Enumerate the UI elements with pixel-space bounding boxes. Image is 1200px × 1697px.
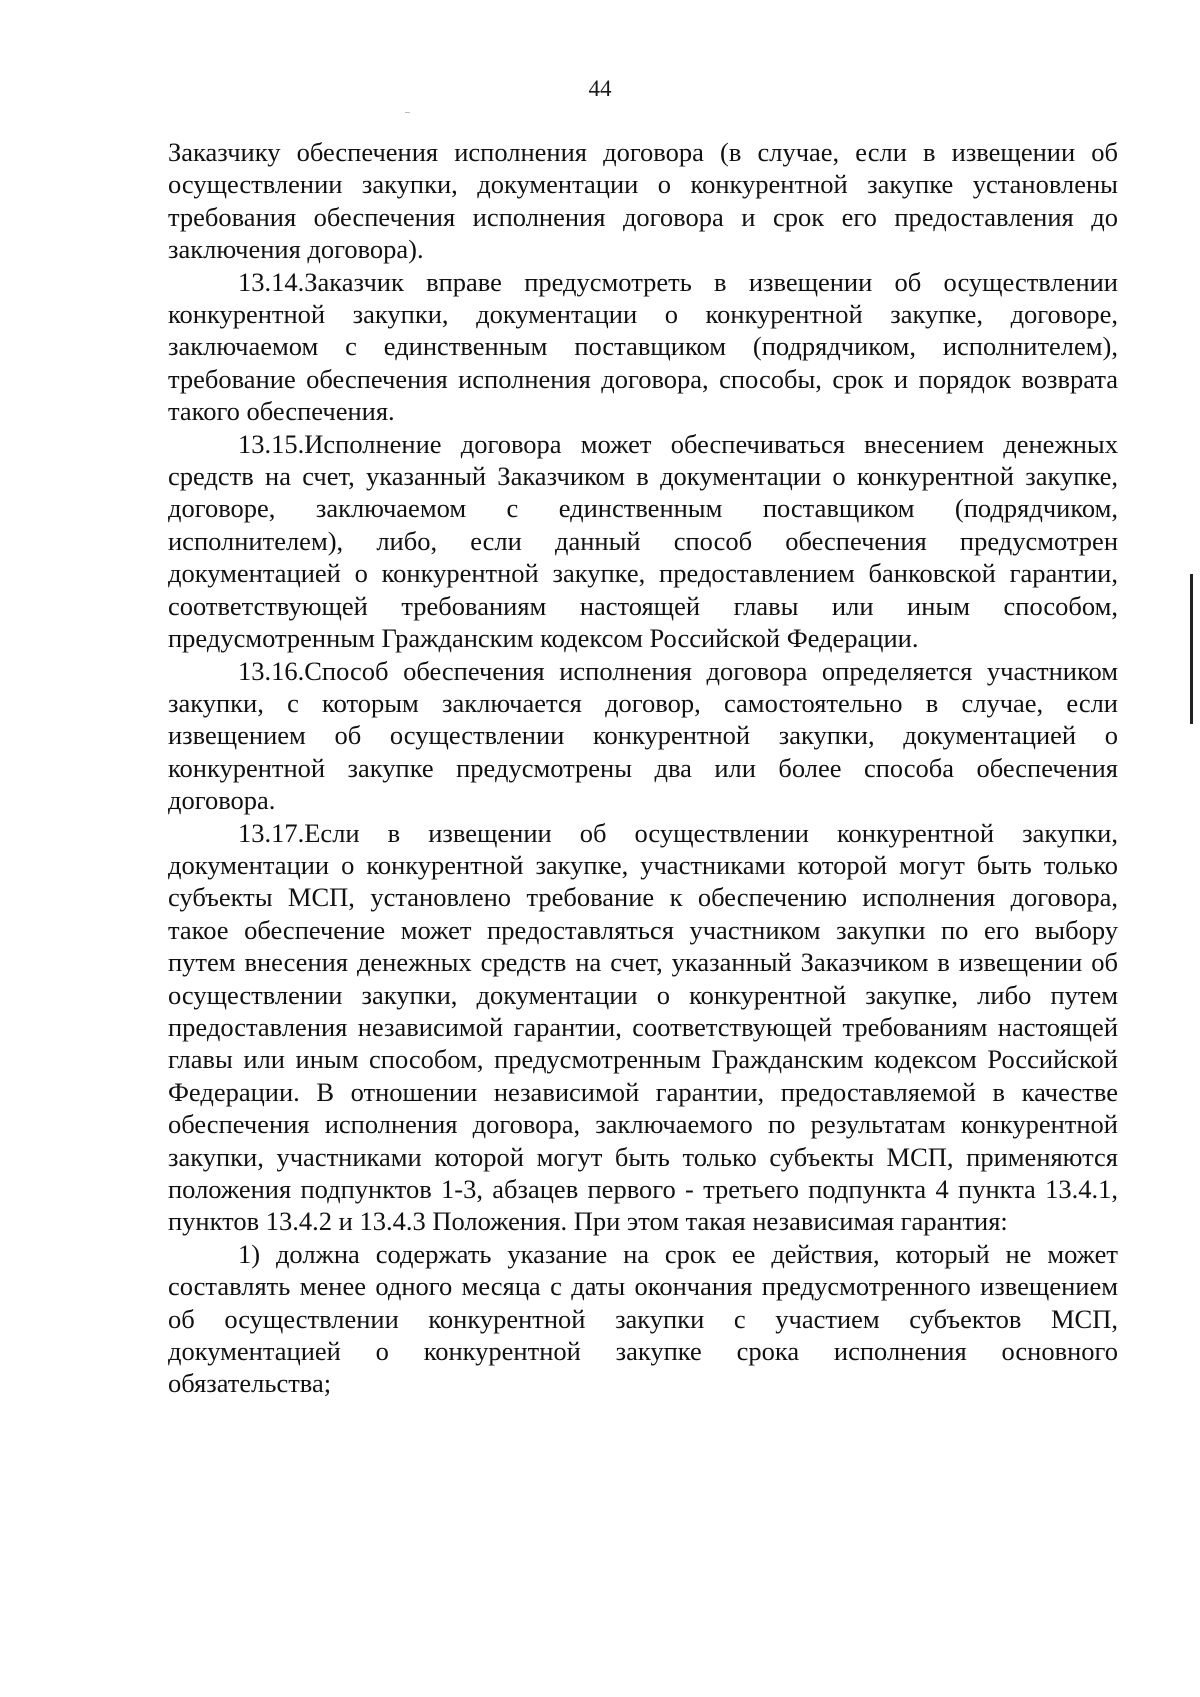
paragraph-item-1: 1) должна содержать указание на срок ее действия, который не может составлять менее одного месяца с даты окончания предусмотренного извещением об осуществлении конкурентной закупки с участием субъектов МСП, документацией о конкурентной закупке срока исполнения основного обязательства; bbox=[168, 1238, 1118, 1399]
body-text bbox=[168, 136, 1118, 1400]
paragraph-13-15: 13.15.Исполнение договора может обеспечиваться внесением денежных средств на счет, указанный Заказчиком в документации о конкурентной закупке, договоре, заключаемом с единственным поставщиком (подрядчиком, исполнителем), либо, если данный способ обеспечения предусмотрен документацией о конкурентной закупке, предоставлением банковской гарантии, соответствующей требованиям настоящей главы или иным способом, предусмотренным Гражданским кодексом Российской Федерации. bbox=[168, 428, 1118, 654]
paragraph-13-14: 13.14.Заказчик вправе предусмотреть в извещении об осуществлении конкурентной закупки, документации о конкурентной закупке, договоре, заключаемом с единственным поставщиком (подрядчиком, исполнителем), требование обеспечения исполнения договора, способы, срок и порядок возврата такого обеспечения. bbox=[168, 266, 1118, 427]
margin-mark bbox=[1190, 574, 1193, 724]
paragraph-13-17: 13.17.Если в извещении об осуществлении конкурентной закупки, документации о конкурентной закупке, участниками которой могут быть только субъекты МСП, установлено требование к обеспечению исполнения договора, такое обеспечение может предоставляться участником закупки по его выбору путем внесения денежных средств на счет, указанный Заказчиком в извещении об осуществлении закупки, документации о конкурентной закупке, либо путем предоставления независимой гарантии, соответствующей требованиям настоящей главы или иным способом, предусмотренным Гражданским кодексом Российской Федерации. В отношении независимой гарантии, предоставляемой в качестве обеспечения исполнения договора, заключаемого по результатам конкурентной закупки, участниками которой могут быть только субъекты МСП, применяются положения подпунктов 1-3, абзацев первого - третьего подпункта 4 пункта 13.4.1, пунктов 13.4.2 и 13.4.3 Положения. При этом такая независимая гарантия: bbox=[168, 817, 1118, 1237]
page-number: 44 bbox=[588, 76, 612, 101]
paragraph-continuation: Заказчику обеспечения исполнения договора (в случае, если в извещении об осуществлении закупки, документации о конкурентной закупке установлены требования обеспечения исполнения договора и срок его предоставления до заключения договора). bbox=[168, 137, 1118, 265]
paragraph-13-16: 13.16.Способ обеспечения исполнения договора определяется участником закупки, с которым заключается договор, самостоятельно в случае, если извещением об осуществлении конкурентной закупки, документацией о конкурентной закупке предусмотрены два или более способа обеспечения договора. bbox=[168, 655, 1118, 816]
scan-speck bbox=[405, 112, 410, 113]
